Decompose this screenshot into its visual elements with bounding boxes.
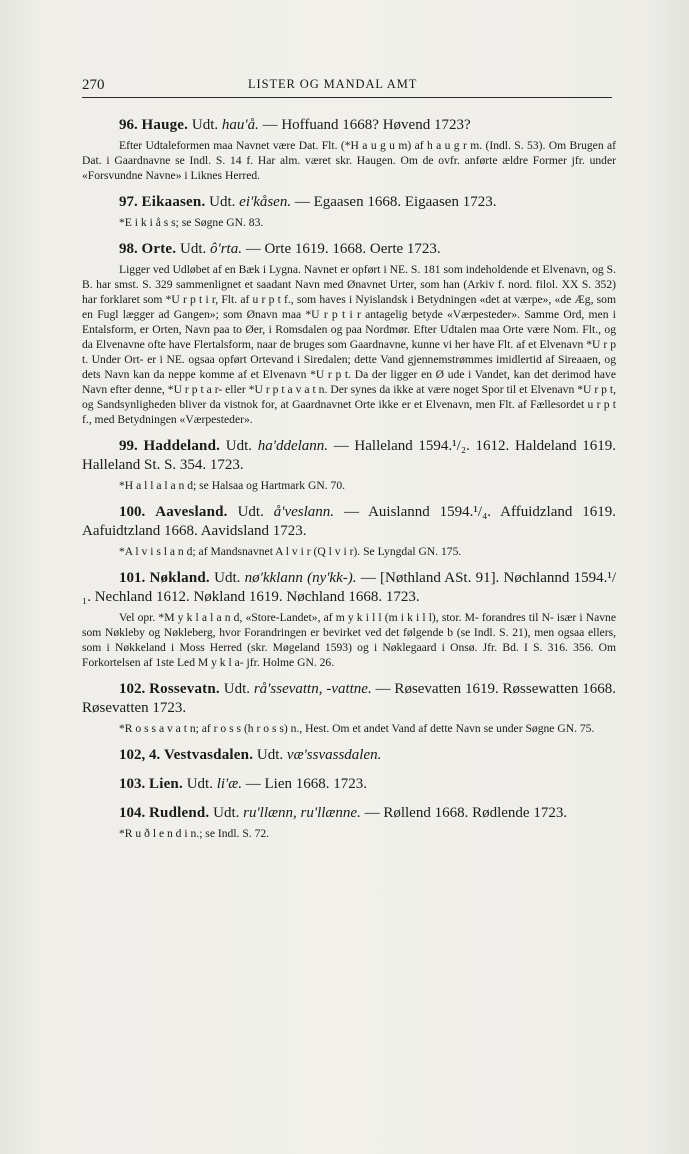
pronunciation: ô'rta. xyxy=(209,241,242,257)
entry-heading xyxy=(82,116,616,135)
historical-forms: — Orte 1619. 1668. Oerte 1723. xyxy=(245,241,441,257)
udt-label: Udt. xyxy=(256,747,284,763)
historical-forms: — Hoffuand 1668? Høvend 1723? xyxy=(262,117,471,133)
udt-label: Udt. xyxy=(179,241,207,257)
entry-heading xyxy=(82,437,616,475)
entry-number: 96. xyxy=(119,117,138,133)
udt-label: Udt. xyxy=(214,570,241,586)
farm-name: Hauge. xyxy=(141,117,189,133)
farm-name: Eikaasen. xyxy=(141,194,206,210)
entry-103 xyxy=(82,775,616,794)
historical-forms: — Røllend 1668. Rødlende 1723. xyxy=(364,805,568,821)
entry-100 xyxy=(82,503,616,559)
farm-name: Vestvasdalen. xyxy=(164,747,254,763)
entry-body: Efter Udtaleformen maa Navnet være Dat. Flt. (*H a u g u m) af h a u g r m. (Indl. S. 53). Om Brugen af Dat. i Gaardnavne se Indl. S. 14 f. Har alm. været skr. Haugen. Om de ovfr. anførte ældre Former jfr. under «Forsvundne Navne» i Liknes Herred. xyxy=(82,139,616,182)
farm-name: Haddeland. xyxy=(143,438,221,454)
entry-heading xyxy=(82,240,616,259)
running-title: LISTER OG MANDAL AMT xyxy=(248,77,418,91)
udt-label: Udt. xyxy=(186,776,213,792)
pronunciation: rå'ssevattn, -vattne. xyxy=(253,681,372,697)
entry-body: *A l v i s l a n d; af Mandsnavnet A l v i r (Q l v i r). Se Lyngdal GN. 175. xyxy=(119,545,462,558)
entry-body: *R o s s a v a t n; af r o s s (h r o s s) n., Hest. Om et andet Vand af dette Navn se under Søgne GN. 75. xyxy=(119,722,595,735)
entry-heading xyxy=(82,503,616,541)
entry-number: 99. xyxy=(119,438,138,454)
entry-number: 100. xyxy=(119,504,146,520)
historical-forms: — Halleland 1594.¹/₂. 1612. Haldeland 1619. Halleland St. S. 354. 1723. xyxy=(82,438,617,473)
udt-label: Udt. xyxy=(225,438,253,454)
entry-body: *E i k i å s s; se Søgne GN. 83. xyxy=(119,216,264,229)
farm-name: Rossevatn. xyxy=(149,681,220,697)
farm-name: Nøkland. xyxy=(149,570,210,586)
entry-number: 98. xyxy=(119,241,138,257)
entry-heading xyxy=(82,569,616,607)
entry-104 xyxy=(82,804,616,841)
entry-96 xyxy=(82,116,616,183)
pronunciation: ha'ddelann. xyxy=(257,438,329,454)
entry-heading xyxy=(82,804,616,823)
entry-number: 102, 4. xyxy=(119,747,161,763)
entry-body: Ligger ved Udløbet af en Bæk i Lygna. Navnet er opført i NE. S. 181 som indeholdende et Elvenavn, og S. B. har smst. S. 329 sammenlignet et saadant Navn med Ønavnet Urter, som han (Arkiv f. nord. filol. XX S. 352) har forklaret som *U r p t i r, Flt. af u r p t f., som haves i Nyislandsk i Betydningen «det at værpe», «de Æg, som en Fugl lægger ad Gangen»; som Ønavn maa *U r p t i r antagelig betyde «Værpesteder». Samme Ord, men i Entalsform, er Orten, Navn paa to Øer, i Romsdalen og paa Nordmør. Efter Udtalen maa Orte være Nom. Flt., og da Elvenavne ofte have Flertalsform, naar de bruges som Gaardnavne, kunne vi her have Flt. af et Elvenavn *U r p t. Under Ort- er i NE. ogsaa opført Ortevand i Siredalen; dette Vand gjennemstrømmes imidlertid af Sireaaen, og dets Navn kan da neppe komme af et Elvenavn *U r p t. Da der ligger en Ø ude i Vandet, kan det derimod have Navn efter denne, *U r p t a r- eller *U r p t a v a t n. Der synes da ikke at være noget Spor til et Elvenavn *U r p t, og Sandsynligheden bliver da vistnok for, at Gaardnavnet Orte ikke er et Elvenavn, men Flt. af Fællesordet u r p t f., med Betydningen «Værpesteder». xyxy=(82,263,616,426)
historical-forms: — Auislannd 1594.¹/₄. Affuidzland 1619. Aafuidtzland 1668. Aavidsland 1723. xyxy=(82,504,617,539)
entry-body: *R u ð l e n d i n.; se Indl. S. 72. xyxy=(119,827,270,840)
pronunciation: å'veslann. xyxy=(273,504,335,520)
udt-label: Udt. xyxy=(223,681,250,697)
entry-97 xyxy=(82,193,616,230)
pronunciation: væ'ssvassdalen. xyxy=(286,747,382,763)
entry-102-4 xyxy=(82,746,616,765)
farm-name: Lien. xyxy=(149,776,183,792)
entry-99 xyxy=(82,437,616,493)
entry-number: 103. xyxy=(119,776,146,792)
entries-list xyxy=(82,116,616,851)
historical-forms: — Lien 1668. 1723. xyxy=(245,776,367,792)
pronunciation: nø'kklann (ny'kk-). xyxy=(244,570,357,586)
entry-number: 104. xyxy=(119,805,146,821)
pronunciation: ru'llænn, ru'llænne. xyxy=(243,805,361,821)
entry-number: 102. xyxy=(119,681,146,697)
farm-name: Orte. xyxy=(141,241,177,257)
pronunciation: li'æ. xyxy=(216,776,242,792)
page-number: 270 xyxy=(82,77,105,93)
entry-number: 101. xyxy=(119,570,146,586)
page-header xyxy=(82,75,612,98)
udt-label: Udt. xyxy=(209,194,236,210)
entry-102 xyxy=(82,680,616,736)
entry-body: Vel opr. *M y k l a l a n d, «Store-Landet», af m y k i l l (m i k i l l), stor. M- forandres til N- især i Navne som Nøkleby og Nøkleberg, hvor Forandringen er bevirket ved det følgende b (se Indl. S. 21), men ogsaa ellers, som i Nøkkeland i Moss Herred (skr. Møgeland 1593) og i Nøklegaard i Onsø. Jfr. Bd. I S. 316. 356. Om Forkortelsen af 1ste Led M y k l a- jfr. Holme GN. 26. xyxy=(82,611,616,669)
entry-heading xyxy=(82,680,616,718)
historical-forms: — [Nøthland ASt. 91]. Nøchlannd 1594.¹/₁. Nechland 1612. Nøkland 1619. Nøchland 1668. 1723. xyxy=(82,570,617,605)
entry-98 xyxy=(82,240,616,427)
historical-forms: — Røsevatten 1619. Røssewatten 1668. Røsevatten 1723. xyxy=(82,681,616,716)
entry-heading xyxy=(82,193,616,212)
udt-label: Udt. xyxy=(213,805,240,821)
entry-101 xyxy=(82,569,616,670)
udt-label: Udt. xyxy=(237,504,264,520)
entry-number: 97. xyxy=(119,194,138,210)
historical-forms: — Egaasen 1668. Eigaasen 1723. xyxy=(294,194,497,210)
udt-label: Udt. xyxy=(191,117,219,133)
entry-body: *H a l l a l a n d; se Halsaa og Hartmark GN. 70. xyxy=(119,479,346,492)
farm-name: Rudlend. xyxy=(149,805,210,821)
pronunciation: hau'å. xyxy=(221,117,259,133)
entry-heading xyxy=(82,746,616,765)
entry-heading xyxy=(82,775,616,794)
pronunciation: ei'kåsen. xyxy=(239,194,292,210)
farm-name: Aavesland. xyxy=(155,504,228,520)
